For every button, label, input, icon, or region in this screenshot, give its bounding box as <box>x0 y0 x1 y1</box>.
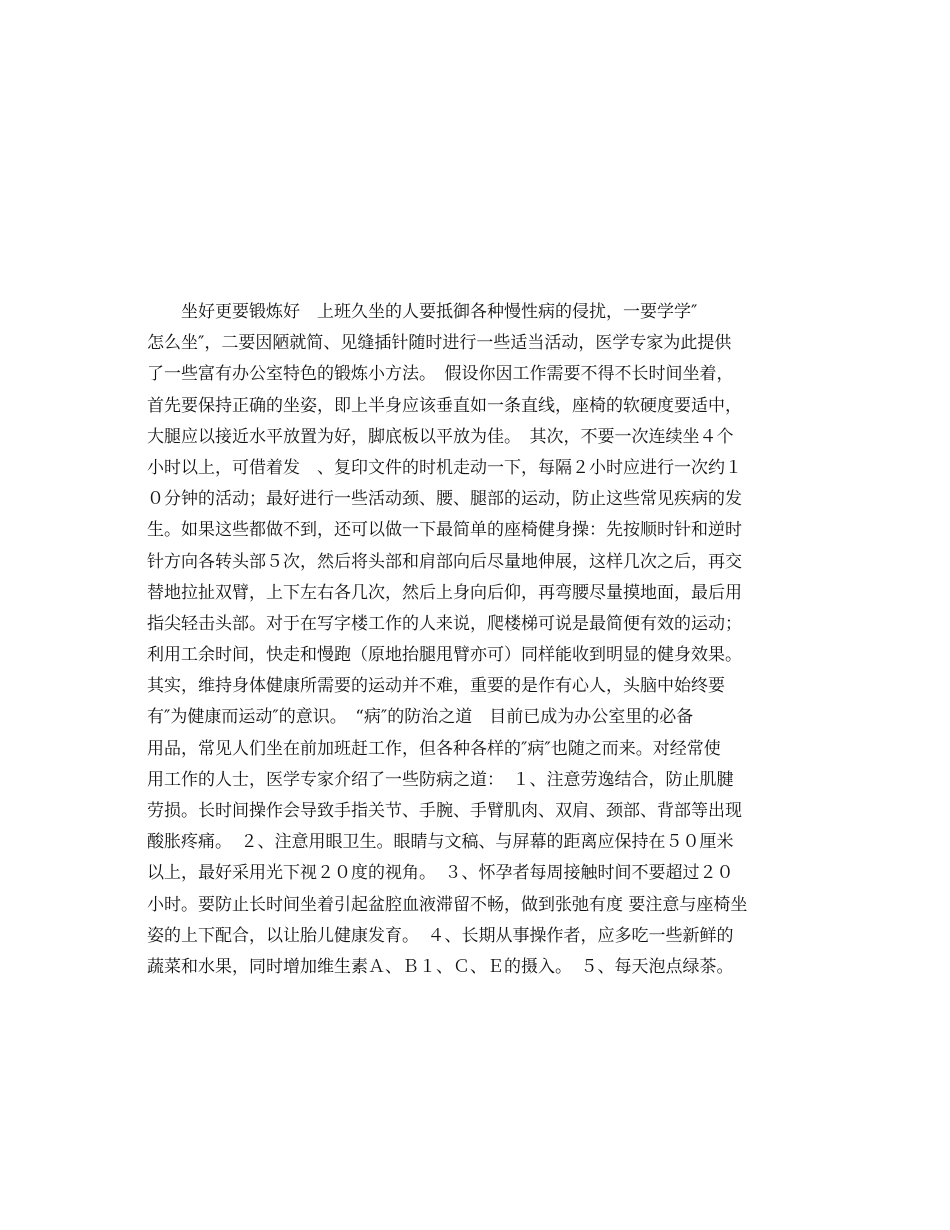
text-line: 姿的上下配合，以让胎儿健康发育。 ４、长期从事操作者，应多吃一些新鲜的 <box>147 925 734 946</box>
text-line: 生。如果这些都做不到，还可以做一下最简单的座椅健身操：先按顺时针和逆时 <box>147 520 742 541</box>
text-line: 了一些富有办公室特色的锻炼小方法。 假设你因工作需要不得不长时间坐着， <box>147 364 734 385</box>
text-line: 指尖轻击头部。对于在写字楼工作的人来说，爬楼梯可说是最简便有效的运动； <box>147 613 742 634</box>
text-line: 大腿应以接近水平放置为好，脚底板以平放为佳。 其次，不要一次连续坐４个 <box>147 426 734 447</box>
text-line: 以上，最好采用光下视２０度的视角。 ３、怀孕者每周接触时间不要超过２０ <box>147 863 734 884</box>
text-line: 其实，维持身体健康所需要的运动并不难，重要的是作有心人，头脑中始终要 <box>147 676 725 697</box>
text-line: 蔬菜和水果，同时增加维生素Ａ、Ｂ１、Ｃ、Ｅ的摄入。 ５、每天泡点绿茶。 <box>147 956 734 977</box>
text-line: 怎么坐″，二要因陋就简、见缝插针随时进行一些适当活动，医学专家为此提供 <box>147 333 732 354</box>
text-line: 针方向各转头部５次，然后将头部和肩部向后尽量地伸展，这样几次之后，再交 <box>147 551 742 572</box>
text-line: ０分钟的活动；最好进行一些活动颈、腰、腿部的运动，防止这些常见疾病的发 <box>147 489 742 510</box>
text-line: 劳损。长时间操作会导致手指关节、手腕、手臂肌肉、双肩、颈部、背部等出现 <box>147 801 742 821</box>
text-line: 小时以上，可借着发 、复印文件的时机走动一下，每隔２小时应进行一次约１ <box>147 457 742 478</box>
text-line: 用品，常见人们坐在前加班赶工作，但各种各样的″病″也随之而来。对经常使 <box>147 738 721 759</box>
text-line: 利用工余时间，快走和慢跑（原地抬腿甩臂亦可）同样能收到明显的健身效果。 <box>147 645 742 666</box>
text-line: 有″为健康而运动″的意识。 “病″的防治之道 目前已成为办公室里的必备 <box>147 707 694 728</box>
text-line: 替地拉扯双臂，上下左右各几次，然后上身向后仰，再弯腰尽量摸地面，最后用 <box>147 582 742 603</box>
text-line: 用工作的人士，医学专家介绍了一些防病之道： １、注意劳逸结合，防止肌腱 <box>147 769 734 790</box>
text-line: 酸胀疼痛。 ２、注意用眼卫生。眼睛与文稿、与屏幕的距离应保持在５０厘米 <box>147 832 734 853</box>
text-line: 首先要保持正确的坐姿，即上半身应该垂直如一条直线，座椅的软硬度要适中， <box>147 395 742 416</box>
article-body <box>147 297 807 983</box>
text-line: 小时。要防止长时间坐着引起盆腔血液滞留不畅，做到张弛有度 要注意与座椅坐 <box>147 894 748 915</box>
text-line: 坐好更要锻炼好 上班久坐的人要抵御各种慢性病的侵扰，一要学学″ <box>147 302 698 322</box>
